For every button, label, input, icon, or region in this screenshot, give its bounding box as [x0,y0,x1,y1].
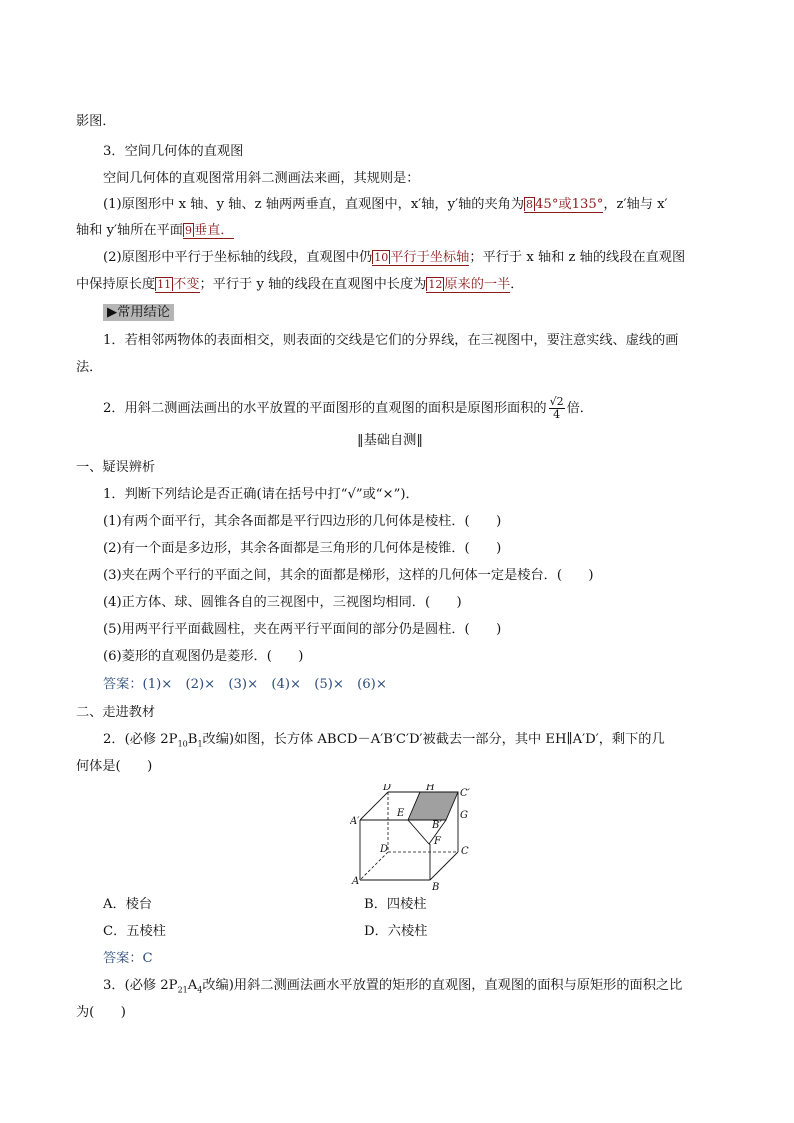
cuboid-figure [350,784,480,892]
text-segment: ；平行于 x 轴和 z 轴的线段在直观图 [469,250,686,265]
blank-answer: 垂直． [193,223,234,238]
vertex-label: F [434,836,441,847]
visible-edge [430,852,458,880]
text-segment: ． [510,277,524,292]
section-heading: 3．空间几何体的直观图 [103,144,244,159]
area-ratio-line [103,396,593,421]
rule-1-line [103,196,668,214]
visible-edge [360,792,388,820]
subscript: 21 [177,985,188,995]
fraction-numerator: √2 [549,395,564,408]
visible-edge [408,820,429,844]
vertex-label: H [426,784,435,793]
vertex-label: B [432,882,440,892]
vertex-label: B′ [432,820,442,831]
blank-number: 12 [428,278,443,291]
judgment-item: (5)用两平行平面截圆柱，夹在两平行平面间的部分仍是圆柱．( ) [103,622,502,637]
fraction [549,396,565,421]
subscript: 1 [197,739,203,749]
text-line: 空间几何体的直观图常用斜二测画法来画，其规则是： [103,171,420,186]
text-line: 影图． [76,114,116,129]
judgment-item: (2)有一个面是多边形，其余各面都是三角形的几何体是棱锥．( ) [103,541,502,556]
text-segment: 3．(必修 2P [103,978,178,993]
fill-blank [372,250,469,266]
blank-number: 8 [526,198,534,211]
vertex-label: E [397,808,405,819]
section-heading: 一、疑误辨析 [76,460,156,475]
blank-answer: 不变 [173,277,200,292]
text-line: 1．若相邻两物体的表面相交，则表面的交线是它们的分界线，在三视图中，要注意实线、虚线的画 [103,333,679,348]
option-c: C．五棱柱 [103,924,166,939]
blank-answer: 原来的一半 [444,277,511,292]
text-line: 何体是( ) [76,759,153,774]
fill-blank [524,197,603,213]
text-segment: 中保持原长度 [76,277,156,292]
vertex-label: A [352,876,360,887]
text-segment: A [187,978,198,993]
question-stem: 1．判断下列结论是否正确(请在括号中打“√”或“×”)． [103,487,419,502]
judgment-item: (1)有两个面平行，其余各面都是平行四边形的几何体是棱柱．( ) [103,514,502,529]
section-heading: 二、走进教材 [76,705,156,720]
option-a: A．棱台 [103,897,153,912]
text-segment: ；平行于 y 轴的线段在直观图中长度为 [199,277,427,292]
rule-1-line-cont [76,222,234,240]
fraction-denominator: 4 [553,408,561,421]
blank-number: 10 [374,251,389,264]
text-segment: 2．(必修 2P [103,732,178,747]
vertex-label: G [460,810,468,821]
text-segment: (2)原图形中平行于坐标轴的线段，直观图中仍 [103,250,373,265]
text-segment: 轴和 y′轴所在平面 [76,223,183,238]
question-2-stem [103,731,665,754]
text-segment: 改编)用斜二测画法画水平放置的矩形的直观图，直观图的面积与原矩形的面积之比 [202,978,683,993]
answer-line: 答案：C [103,951,153,966]
fill-blank [183,223,234,239]
vertex-label: A′ [350,816,360,827]
text-line: 为( ) [76,1005,126,1020]
vertex-label: D′ [383,784,394,793]
subscript: 4 [197,985,203,995]
rule-2-line [103,249,685,267]
vertex-label: C′ [460,788,470,799]
text-segment: 2．用斜二测画法画出的水平放置的平面图形的直观图的面积是原图形面积的 [103,401,547,416]
common-conclusion-tag [103,304,174,322]
judgment-item: (3)夹在两个平行的平面之间，其余的面都是梯形，这样的几何体一定是棱台．( ) [103,568,594,583]
judgment-item: (4)正方体、球、圆锥各自的三视图中，三视图均相同．( ) [103,595,462,610]
self-test-heading: ‖基础自测‖ [357,433,423,448]
blank-answer: 平行于坐标轴 [390,250,470,265]
option-d: D．六棱柱 [364,924,428,939]
blank-number: 11 [157,278,172,291]
fill-blank [426,277,510,293]
question-3-stem [103,977,682,1000]
text-line: 法． [76,360,103,375]
vertex-label: C [461,846,469,857]
blank-answer: 45°或135° [535,197,604,212]
text-segment: (1)原图形中 x 轴、y 轴、z 轴两两垂直，直观图中，x′轴，y′轴的夹角为 [103,197,525,212]
text-segment: ，z′轴与 x′ [603,197,668,212]
fill-blank [155,277,199,293]
tag-label: ▶常用结论 [103,304,174,321]
text-segment: 改编)如图，长方体 ABCD－A′B′C′D′被截去一部分，其中 EH∥A′D′，剩下的几 [202,732,665,747]
text-segment: B [187,732,198,747]
cut-face [408,792,458,820]
subscript: 10 [177,739,188,749]
judgment-item: (6)菱形的直观图仍是菱形．( ) [103,649,304,664]
answer-line: 答案：(1)× (2)× (3)× (4)× (5)× (6)× [103,677,387,692]
option-b: B．四棱柱 [364,897,427,912]
rule-2-line-cont [76,276,523,294]
vertex-label: D [380,844,389,855]
blank-number: 9 [184,224,192,237]
hidden-edge [360,852,388,880]
text-segment: 倍． [566,401,593,416]
